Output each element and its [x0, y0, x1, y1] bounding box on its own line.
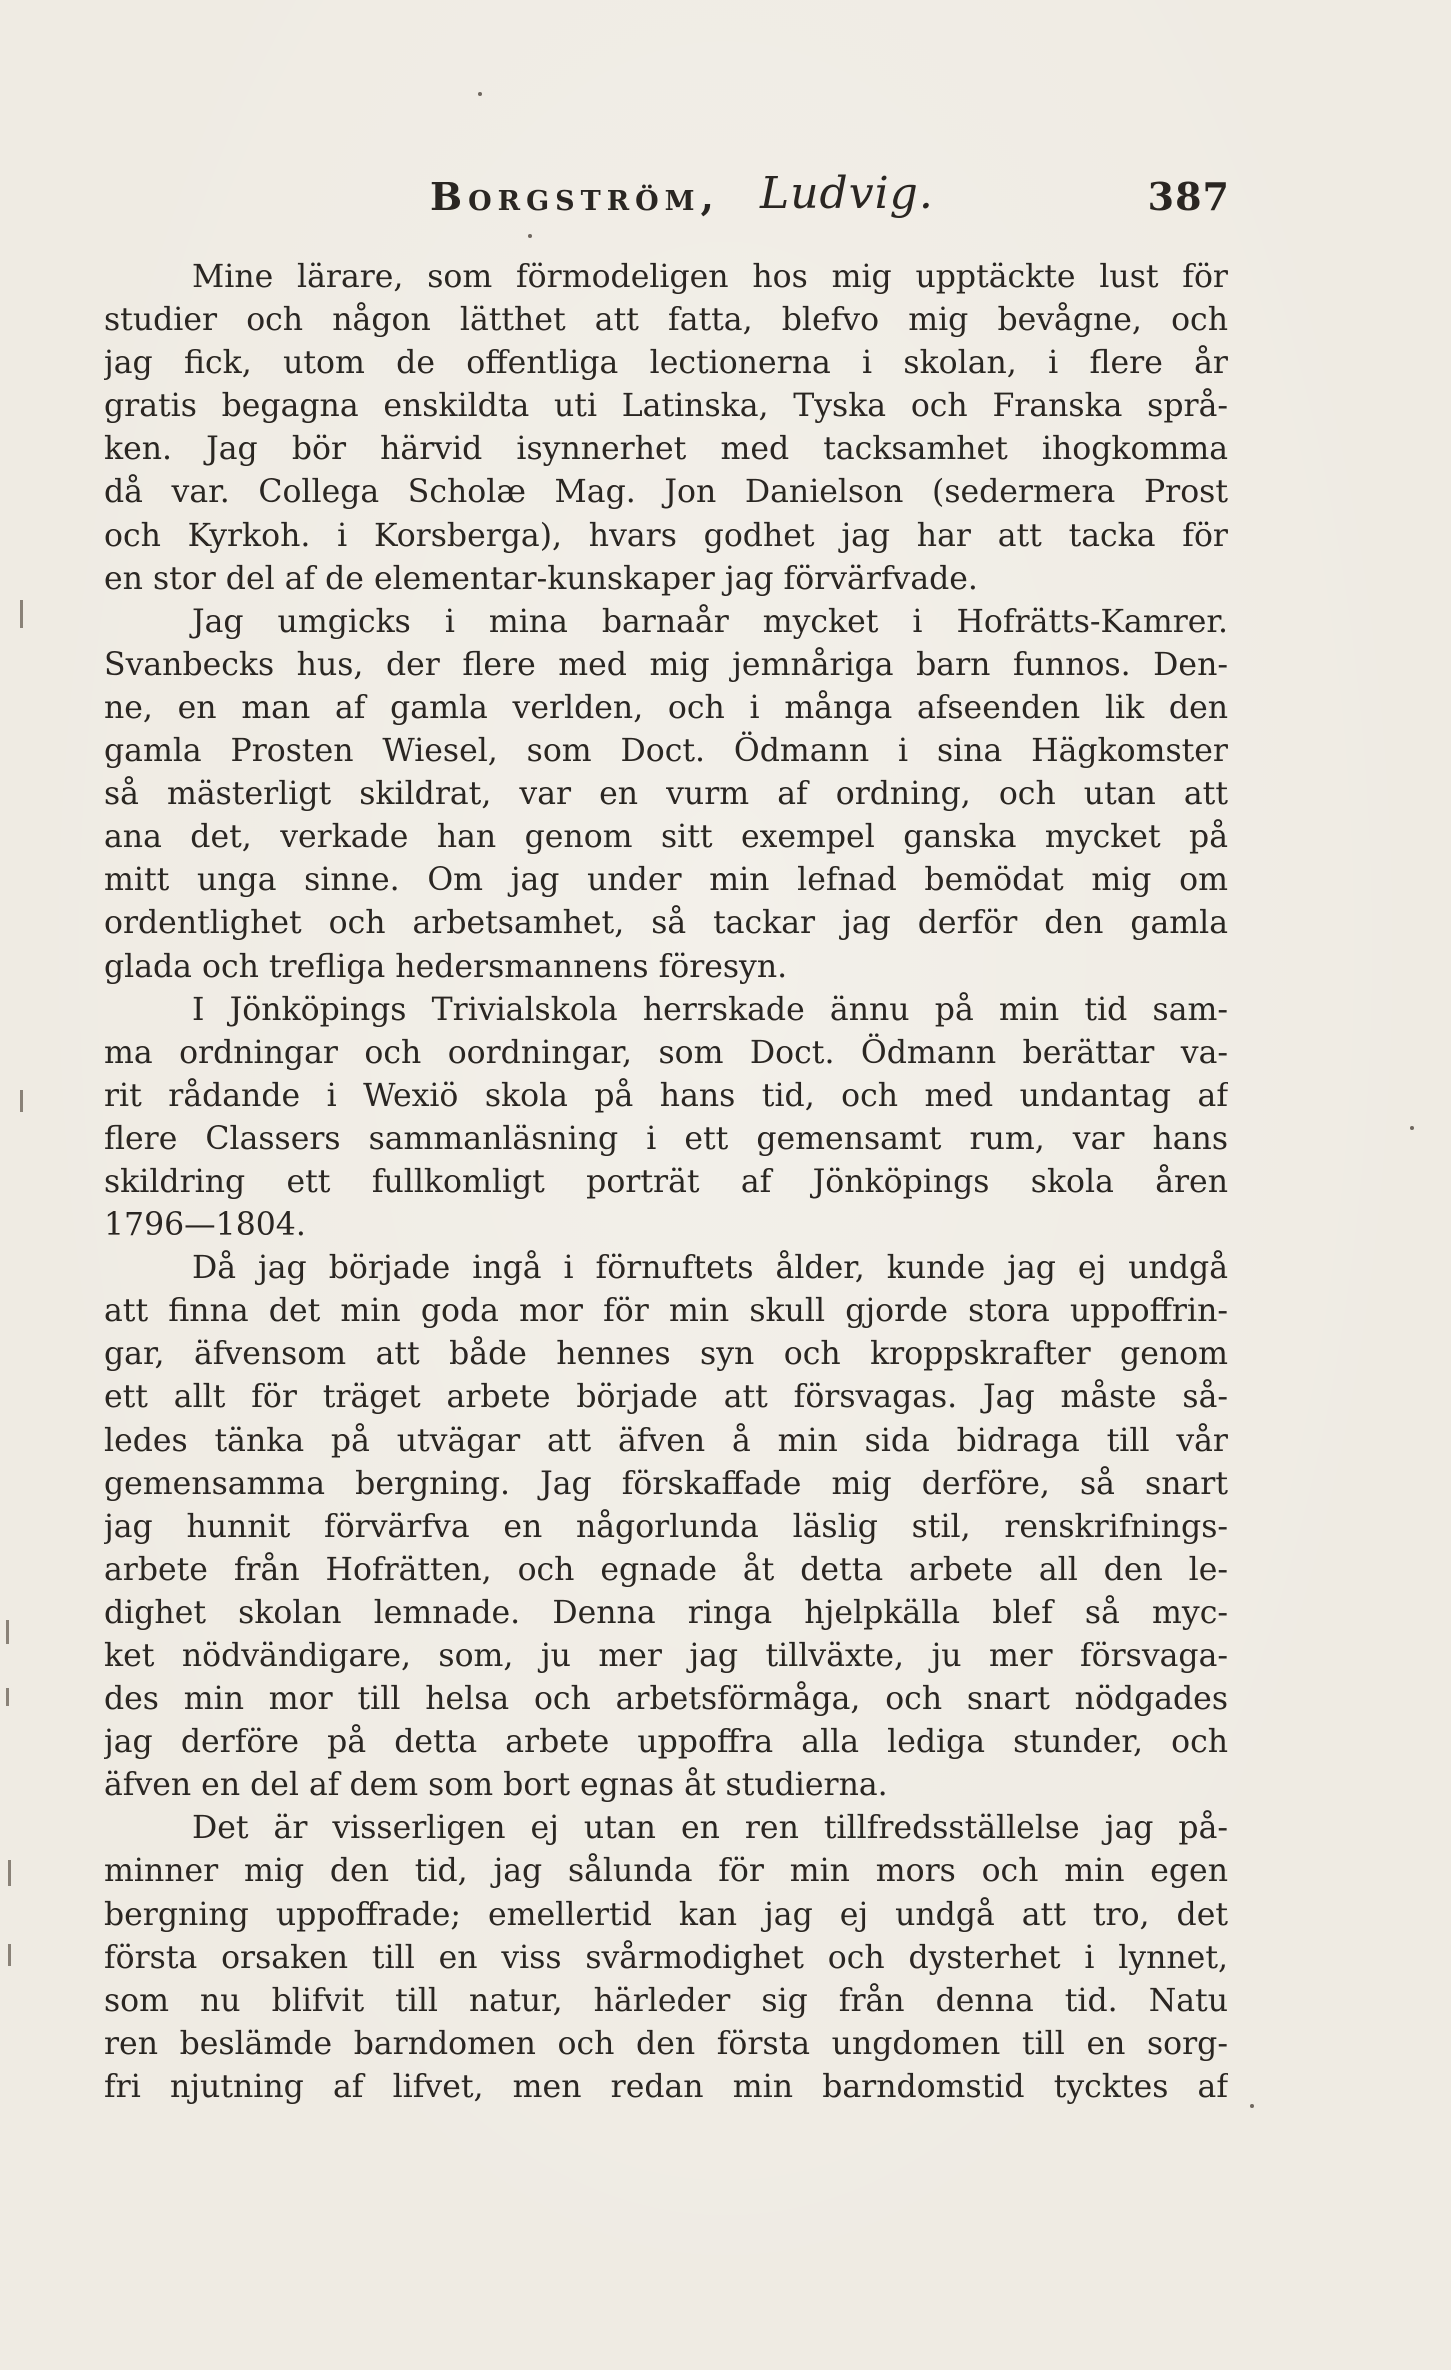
text-line: Jag umgicks i mina barnaår mycket i Hofrätts-Kamrer. — [192, 603, 1228, 640]
text-line: och Kyrkoh. i Korsberga), hvars godhet jag har att tacka för — [104, 517, 1228, 554]
text-line: I Jönköpings Trivialskola herrskade ännu på min tid sam- — [192, 991, 1228, 1028]
margin-mark — [6, 1620, 9, 1644]
text-line: ordentlighet och arbetsamhet, så tackar jag derför den gamla — [104, 905, 1228, 942]
header-surname: Borgström, — [430, 174, 720, 219]
text-line: gar, äfvensom att både hennes syn och kroppskrafter genom — [104, 1336, 1228, 1373]
text-line: en stor del af de elementar-kunskaper jag förvärfvade. — [104, 560, 978, 597]
text-line: så mästerligt skildrat, var en vurm af ordning, och utan att — [104, 776, 1228, 813]
text-line: ken. Jag bör härvid isynnerhet med tacksamhet ihogkomma — [104, 431, 1228, 468]
text-line: dighet skolan lemnade. Denna ringa hjelpkälla blef så myc- — [104, 1594, 1228, 1631]
text-line: gratis begagna enskildta uti Latinska, Tyska och Franska språ- — [104, 388, 1228, 425]
text-line: des min mor till helsa och arbetsförmåga, och snart nödgades — [104, 1681, 1228, 1718]
text-line: fri njutning af lifvet, men redan min barndomstid tycktes af — [104, 2068, 1228, 2105]
margin-mark — [8, 1944, 11, 1966]
ink-speck — [478, 92, 482, 96]
text-line: Då jag började ingå i förnuftets ålder, kunde jag ej undgå — [192, 1250, 1228, 1287]
ink-speck — [528, 234, 532, 238]
text-line: ne, en man af gamla verlden, och i många afseenden lik den — [104, 689, 1228, 726]
text-line: ma ordningar och oordningar, som Doct. Ödmann berättar va- — [104, 1034, 1228, 1071]
text-line: äfven en del af dem som bort egnas åt studierna. — [104, 1767, 888, 1804]
text-line: flere Classers sammanläsning i ett gemensamt rum, var hans — [104, 1120, 1228, 1157]
ink-speck — [1250, 2104, 1254, 2108]
text-line: ket nödvändigare, som, ju mer jag tillväxte, ju mer försvaga- — [104, 1638, 1228, 1674]
text-line: 1796—1804. — [104, 1207, 306, 1244]
text-line: Mine lärare, som förmodeligen hos mig upptäckte lust för — [192, 259, 1228, 295]
margin-mark — [20, 600, 23, 628]
text-line: att finna det min goda mor för min skull gjorde stora uppoffrin- — [104, 1293, 1228, 1330]
text-line: då var. Collega Scholæ Mag. Jon Danielson (sedermera Prost — [104, 474, 1228, 511]
text-line: gemensamma bergning. Jag förskaffade mig derföre, så snart — [104, 1465, 1228, 1502]
text-line: gamla Prosten Wiesel, som Doct. Ödmann i sina Hägkomster — [104, 733, 1228, 770]
text-line: mitt unga sinne. Om jag under min lefnad bemödat mig om — [104, 862, 1228, 899]
text-line: Det är visserligen ej utan en ren tillfredsställelse jag på- — [192, 1810, 1228, 1847]
margin-mark — [20, 1090, 23, 1112]
header-given-name: Ludvig. — [760, 168, 934, 219]
text-line: ledes tänka på utvägar att äfven å min sida bidraga till vår — [104, 1422, 1228, 1459]
text-line: Svanbecks hus, der flere med mig jemnåriga barn funnos. Den- — [104, 646, 1228, 683]
text-line: jag hunnit förvärfva en någorlunda läslig stil, renskrifnings- — [104, 1508, 1228, 1545]
text-line: ett allt för träget arbete började att försvagas. Jag måste så- — [104, 1379, 1228, 1416]
text-line: rit rådande i Wexiö skola på hans tid, och med undantag af — [104, 1077, 1228, 1114]
text-line: skildring ett fullkomligt porträt af Jönköpings skola åren — [104, 1163, 1228, 1200]
text-line: arbete från Hofrätten, och egnade åt detta arbete all den le- — [104, 1551, 1228, 1588]
text-line: ren beslämde barndomen och den första ungdomen till en sorg- — [104, 2025, 1228, 2062]
text-line: jag derföre på detta arbete uppoffra alla lediga stunder, och — [104, 1724, 1228, 1761]
text-line: ana det, verkade han genom sitt exempel ganska mycket på — [104, 819, 1228, 856]
running-header — [430, 168, 1230, 228]
margin-mark — [8, 1860, 11, 1886]
ink-speck — [1410, 1126, 1414, 1130]
text-line: glada och trefliga hedersmannens föresyn. — [104, 948, 788, 985]
body-text — [104, 256, 1228, 2109]
text-line: som nu blifvit till natur, härleder sig från denna tid. Natu — [104, 1982, 1228, 2019]
page-number: 387 — [1147, 174, 1230, 219]
text-line: minner mig den tid, jag sålunda för min mors och min egen — [104, 1853, 1228, 1890]
text-line: jag fick, utom de offentliga lectionerna i skolan, i flere år — [104, 345, 1228, 382]
text-line: studier och någon lätthet att fatta, blefvo mig bevågne, och — [104, 302, 1228, 339]
margin-mark — [6, 1688, 9, 1706]
text-line: bergning uppoffrade; emellertid kan jag ej undgå att tro, det — [104, 1896, 1228, 1933]
text-line: första orsaken till en viss svårmodighet och dysterhet i lynnet, — [104, 1939, 1228, 1976]
